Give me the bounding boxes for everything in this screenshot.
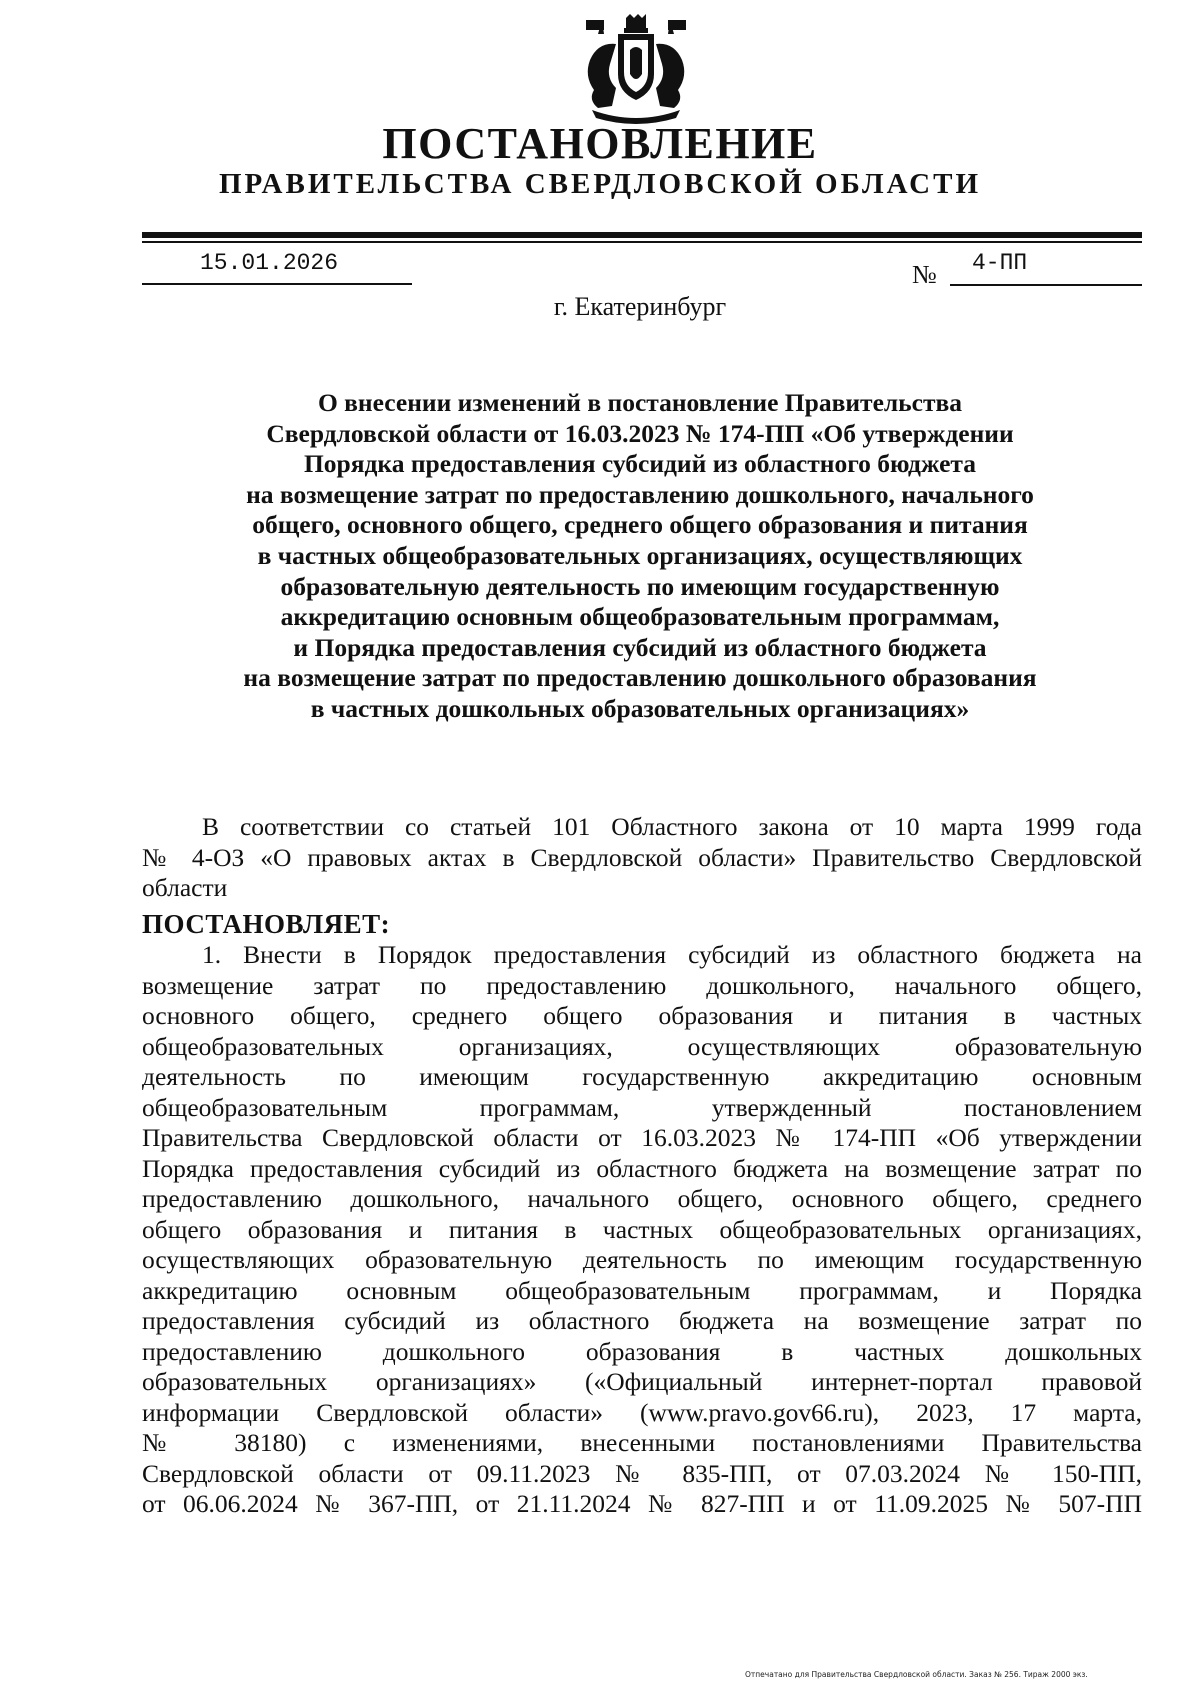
item-line: Правительства Свердловской области от 16.03.2023 № 174-ПП «Об утверждении (142, 1123, 1142, 1152)
title-line: Свердловской области от 16.03.2023 № 174-ПП «Об утверждении (266, 418, 1014, 448)
item-line: основного общего, среднего общего образования и питания в частных (142, 1001, 1142, 1030)
item-line: образовательных организациях» («Официальный интернет-портал правовой (142, 1367, 1142, 1396)
issuer-heading: ПРАВИТЕЛЬСТВА СВЕРДЛОВСКОЙ ОБЛАСТИ (218, 168, 982, 200)
preamble-line: области (142, 873, 228, 902)
document-number: 4-ПП (972, 250, 1028, 276)
title-line: в частных общеобразовательных организациях, осуществляющих (257, 540, 1023, 570)
coat-of-arms-emblem (568, 14, 704, 126)
item-1-paragraph (142, 940, 1142, 1520)
item-line: общеобразовательным программам, утвержденный постановлением (142, 1092, 1142, 1122)
item-line: 1. Внести в Порядок предоставления субсидий из областного бюджета на (202, 940, 1142, 969)
item-line: общего образования и питания в частных общеобразовательных организациях, (142, 1214, 1142, 1244)
preamble-paragraph (142, 812, 1142, 904)
title-line: общего, основного общего, среднего общего образования и питания (252, 510, 1028, 540)
title-line: на возмещение затрат по предоставлению дошкольного образования (243, 663, 1037, 693)
header-rule-thick (142, 232, 1142, 238)
item-line: от 06.06.2024 № 367-ПП, от 21.11.2024 № 827-ПП и от 11.09.2025 № 507-ПП (142, 1489, 1142, 1518)
document-title (180, 388, 1100, 725)
title-line: О внесении изменений в постановление Правительства (317, 388, 963, 417)
document-date: 15.01.2026 (200, 250, 339, 276)
item-line: возмещение затрат по предоставлению дошкольного, начального общего, (142, 970, 1142, 1000)
header-rule-thin (142, 241, 1142, 243)
item-line: предоставления субсидий из областного бюджета на возмещение затрат по (142, 1306, 1142, 1335)
item-line: Порядка предоставления субсидий из областного бюджета на возмещение затрат по (142, 1153, 1142, 1183)
item-line: предоставлению дошкольного, начального общего, основного общего, среднего (142, 1184, 1142, 1213)
item-line: деятельность по имеющим государственную аккредитацию основным (142, 1062, 1142, 1091)
title-line: Порядка предоставления субсидий из областного бюджета (303, 449, 977, 479)
sverdlovsk-coat-of-arms-icon (568, 14, 704, 126)
item-line: осуществляющих образовательную деятельность по имеющим государственную (142, 1245, 1142, 1274)
item-line: № 38180) с изменениями, внесенными постановлениями Правительства (142, 1428, 1142, 1457)
title-line: образовательную деятельность по имеющим государственную (280, 571, 1000, 601)
document-kind-heading: ПОСТАНОВЛЕНИЕ (382, 119, 818, 168)
title-line: и Порядка предоставления субсидий из областного бюджета (293, 632, 987, 662)
title-line: на возмещение затрат по предоставлению дошкольного, начального (246, 479, 1034, 509)
issue-city: г. Екатеринбург (553, 292, 727, 321)
item-line: предоставлению дошкольного образования в частных дошкольных (142, 1336, 1142, 1366)
number-underline (950, 284, 1142, 286)
date-underline (142, 283, 412, 285)
title-line: в частных дошкольных образовательных организациях» (310, 693, 970, 723)
decree-word: ПОСТАНОВЛЯЕТ: (142, 909, 391, 939)
preamble-line: В соответствии со статьей 101 Областного закона от 10 марта 1999 года (202, 812, 1142, 841)
item-line: аккредитацию основным общеобразовательным программам, и Порядка (142, 1275, 1142, 1305)
title-line: аккредитацию основным общеобразовательным программам, (280, 602, 1000, 632)
preamble-line: № 4-ОЗ «О правовых актах в Свердловской области» Правительство Свердловской (142, 842, 1142, 872)
item-line: общеобразовательных организациях, осуществляющих образовательную (142, 1031, 1142, 1061)
item-line: информации Свердловской области» (www.pravo.gov66.ru), 2023, 17 марта, (142, 1397, 1142, 1427)
number-sign: № (912, 260, 937, 289)
item-line: Свердловской области от 09.11.2023 № 835-ПП, от 07.03.2024 № 150-ПП, (142, 1458, 1142, 1488)
print-footer: Отпечатано для Правительства Свердловской области. Заказ № 256. Тираж 2000 экз. (745, 1670, 1088, 1679)
